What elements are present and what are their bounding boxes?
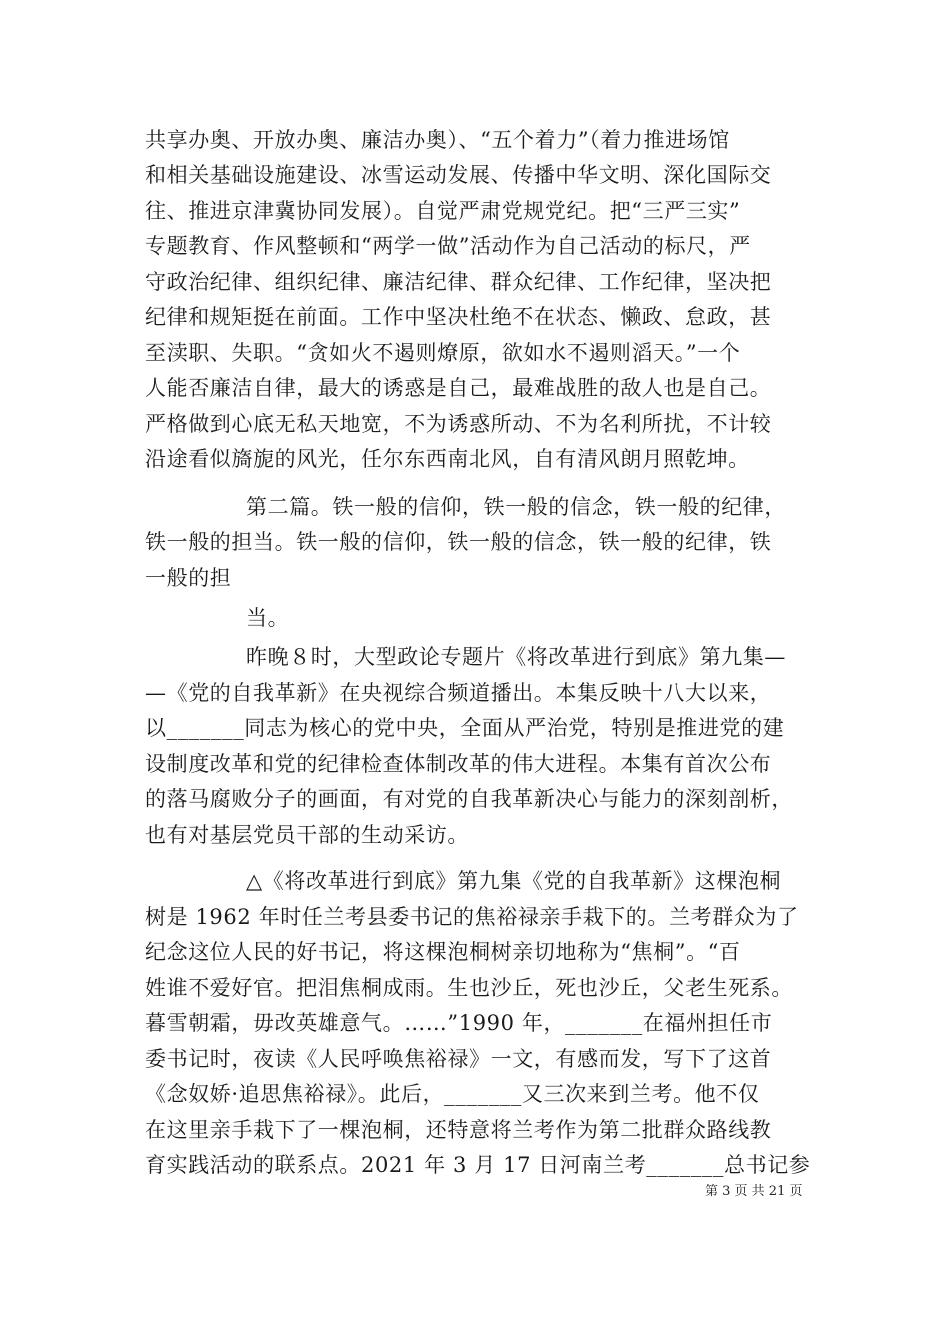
text-line: 暮雪朝霜，毋改英雄意气。……”1990 年，_______在福州担任市: [145, 1011, 773, 1035]
text-line: 育实践活动的联系点。2021 年 3 月 17 日河南兰考_______总书记参: [145, 1153, 811, 1177]
text-line: 一般的担: [145, 566, 232, 590]
text-line: 人能否廉洁自律，最大的诱惑是自己，最难战胜的敌人也是自己。: [145, 376, 772, 400]
text-line: 严格做到心底无私天地宽，不为诱惑所动、不为名利所扰，不计较: [145, 412, 772, 436]
text-line: 守政治纪律、组织纪律、廉洁纪律、群众纪律、工作纪律，坚决把: [145, 270, 772, 294]
text-line: 至渎职、失职。“贪如火不遏则燎原，欲如水不遏则滔天。”一个: [145, 341, 741, 365]
text-line: 在这里亲手栽下了一棵泡桐，还特意将兰考作为第二批群众路线教: [145, 1118, 772, 1142]
text-line: 共享办奥、开放办奥、廉洁办奥）、“五个着力”（着力推进场馆: [145, 128, 730, 152]
text-line: 往、推进京津冀协同发展）。自觉严肃党规党纪。把“三严三实”: [145, 199, 741, 223]
text-line: 以_______同志为核心的党中央，全面从严治党，特别是推进党的建: [145, 716, 785, 740]
text-line: —《党的自我革新》在央视综合频道播出。本集反映十八大以来，: [145, 681, 772, 705]
section-heading: 第二篇。铁一般的信仰，铁一般的信念，铁一般的纪律，: [246, 495, 786, 519]
text-line: 沿途看似旖旎的风光，任尔东西南北风，自有清风朗月照乾坤。: [145, 447, 750, 471]
text-line: 铁一般的担当。铁一般的信仰，铁一般的信念，铁一般的纪律，铁: [145, 530, 772, 554]
text-line: 委书记时，夜读《人民呼唤焦裕禄》一文，有感而发，写下了这首: [145, 1047, 772, 1071]
text-line: 《念奴娇·追思焦裕禄》。此后，_______又三次来到兰考。他不仅: [145, 1082, 760, 1106]
paragraph-start: 昨晚８时，大型政论专题片《将改革进行到底》第九集—: [246, 645, 786, 669]
text-line: 纪律和规矩挺在前面。工作中坚决杜绝不在状态、懒政、怠政，甚: [145, 305, 772, 329]
page-number-footer: 第 3 页 共 21 页: [705, 1184, 803, 1199]
text-line: 树是 1962 年时任兰考县委书记的焦裕禄亲手栽下的。兰考群众为了: [145, 905, 799, 929]
text-line: 也有对基层党员干部的生动采访。: [145, 823, 469, 847]
text-line: 纪念这位人民的好书记，将这棵泡桐树亲切地称为“焦桐”。“百: [145, 940, 741, 964]
text-line: 和相关基础设施建设、冰雪运动发展、传播中华文明、深化国际交: [145, 163, 772, 187]
text-line: 当。: [246, 606, 290, 630]
text-line: 的落马腐败分子的画面，有对党的自我革新决心与能力的深刻剖析，: [145, 787, 793, 811]
paragraph-start: △《将改革进行到底》第九集《党的自我革新》这棵泡桐: [246, 869, 782, 893]
text-line: 姓谁不爱好官。把泪焦桐成雨。生也沙丘，死也沙丘，父老生死系。: [145, 976, 793, 1000]
text-line: 设制度改革和党的纪律检查体制改革的伟大进程。本集有首次公布: [145, 752, 772, 776]
text-line: 专题教育、作风整顿和“两学一做”活动作为自己活动的标尺，严: [145, 234, 751, 258]
